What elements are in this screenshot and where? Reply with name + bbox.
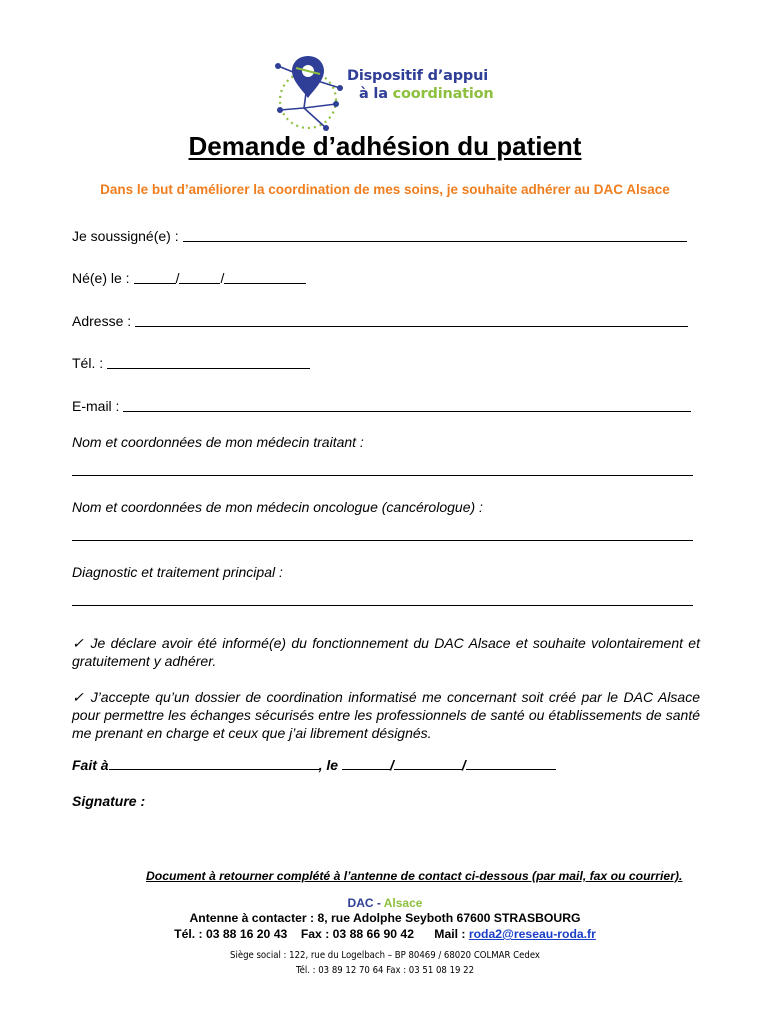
sign-month-line[interactable]	[394, 769, 462, 770]
phone-field[interactable]	[72, 355, 310, 372]
place-date-field[interactable]	[72, 757, 556, 773]
birth-date-field[interactable]	[72, 270, 306, 287]
le-label: , le	[318, 757, 339, 773]
footer-dac	[0, 896, 770, 910]
fait-label: Fait à	[72, 757, 109, 773]
doctor-label: Nom et coordonnées de mon médecin traitant :	[72, 434, 364, 450]
sign-slash-1: /	[389, 757, 394, 773]
oncologist-line[interactable]	[72, 540, 693, 541]
doctor-line[interactable]	[72, 475, 693, 476]
address-line[interactable]	[135, 326, 688, 327]
name-line[interactable]	[183, 241, 687, 242]
declaration-consent: ✓ J’accepte qu’un dossier de coordination informatisé me concernant soit créé par le DAC Alsace pour permettre les échanges sécurisés entre les professionnels de santé ou établissements de santé me prenant en charge et ceux que j’ai librement désignés.	[72, 689, 700, 741]
phone-line[interactable]	[107, 368, 310, 369]
footer-alsace-text: Alsace	[383, 896, 423, 910]
logo-line-1: Dispositif d’appui	[347, 68, 488, 84]
address-field[interactable]	[72, 313, 688, 330]
name-label: Je soussigné(e) :	[72, 228, 179, 244]
footer-siege-tel: Tél. : 03 89 12 70 64 Fax : 03 51 08 19 22	[295, 965, 475, 976]
birth-year-line[interactable]	[224, 283, 306, 284]
footer-tel-fax: Tél. : 03 88 16 20 43 Fax : 03 88 66 90 42 Mail :	[174, 927, 469, 941]
signature-label: Signature :	[72, 793, 146, 809]
logo-line-2	[359, 86, 494, 102]
birth-slash-2: /	[220, 270, 225, 286]
phone-label: Tél. :	[72, 355, 104, 371]
address-label: Adresse :	[72, 313, 132, 329]
logo-line-2-a: à la	[359, 86, 393, 102]
oncologist-label: Nom et coordonnées de mon médecin oncologue (cancérologue) :	[72, 499, 483, 515]
footer-dac-text: DAC -	[347, 896, 384, 910]
diagnosis-line[interactable]	[72, 605, 693, 606]
subtitle: Dans le but d’améliorer la coordination de mes soins, je souhaite adhérer au DAC Alsace	[100, 182, 670, 197]
email-field[interactable]	[72, 398, 691, 415]
place-line[interactable]	[109, 769, 319, 770]
declaration-informed: ✓ Je déclare avoir été informé(e) du fonctionnement du DAC Alsace et souhaite volontairement et gratuitement y adhérer.	[72, 635, 700, 669]
footer-email-link[interactable]: roda2@reseau-roda.fr	[468, 927, 596, 941]
network-pin-icon	[266, 48, 352, 136]
birth-label: Né(e) le :	[72, 270, 130, 286]
sign-year-line[interactable]	[466, 769, 556, 770]
sign-day-line[interactable]	[342, 769, 390, 770]
logo	[266, 48, 506, 136]
birth-month-line[interactable]	[179, 283, 220, 284]
footer-siege: Siège social : 122, rue du Logelbach – BP 80469 / 68020 COLMAR Cedex	[230, 950, 540, 961]
footer-contact	[0, 927, 770, 941]
return-note: Document à retourner complété à l’antenne de contact ci-dessous (par mail, fax ou courrier).	[146, 869, 683, 883]
sign-slash-2: /	[461, 757, 466, 773]
page-title: Demande d’adhésion du patient	[188, 131, 582, 161]
birth-slash-1: /	[175, 270, 180, 286]
birth-day-line[interactable]	[134, 283, 176, 284]
email-line[interactable]	[123, 411, 691, 412]
diagnosis-label: Diagnostic et traitement principal :	[72, 564, 283, 580]
email-label: E-mail :	[72, 398, 120, 414]
footer-antenna: Antenne à contacter : 8, rue Adolphe Seyboth 67600 STRASBOURG	[189, 911, 581, 925]
logo-line-2-b: coordination	[392, 86, 494, 102]
name-field[interactable]	[72, 228, 687, 245]
